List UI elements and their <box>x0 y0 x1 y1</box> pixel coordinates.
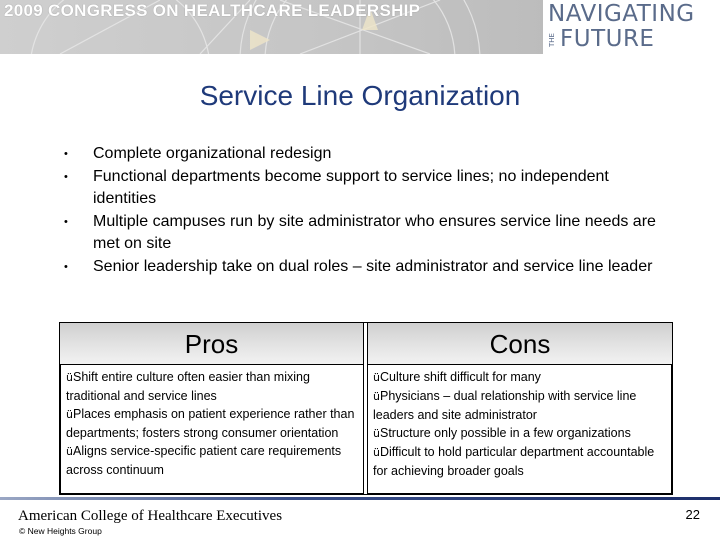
page-number: 22 <box>685 507 700 522</box>
bullet-dot-icon: • <box>64 171 68 183</box>
check-glyph-icon: ü <box>373 427 380 440</box>
header-banner <box>0 0 720 54</box>
check-glyph-icon: ü <box>373 446 380 459</box>
bullet-dot-icon: • <box>64 216 68 228</box>
bullet-text: Complete organizational redesign <box>93 145 332 162</box>
pros-item-text: Places emphasis on patient experience rather than departments; fosters strong consumer orientation <box>66 407 355 440</box>
bullet-text: Functional departments become support to service lines; no independent identities <box>93 168 609 207</box>
cons-heading: Cons <box>368 323 672 365</box>
check-glyph-icon: ü <box>373 371 380 384</box>
bullet-text: Multiple campuses run by site administrator who ensures service line needs are met on site <box>93 213 656 252</box>
bullet-item <box>64 256 664 278</box>
bullet-item <box>64 211 664 255</box>
bullet-dot-icon: • <box>64 148 68 160</box>
cons-list <box>373 368 669 480</box>
bullet-item <box>64 143 664 165</box>
brand-logo-the: THE <box>548 33 556 47</box>
check-glyph-icon: ü <box>66 371 73 384</box>
event-title: 2009 CONGRESS ON HEALTHCARE LEADERSHIP <box>4 1 421 20</box>
pros-item <box>66 368 358 405</box>
pros-item <box>66 442 358 479</box>
slide-title: Service Line Organization <box>199 80 521 111</box>
pros-item <box>66 405 358 442</box>
pros-list <box>66 368 358 479</box>
pros-item-text: Shift entire culture often easier than mixing traditional and service lines <box>66 370 310 403</box>
cons-item-text: Culture shift difficult for many <box>379 370 541 384</box>
check-glyph-icon: ü <box>66 408 73 421</box>
bullet-text: Senior leadership take on dual roles – site administrator and service line leader <box>93 258 653 275</box>
cons-item-text: Structure only possible in a few organizations <box>379 426 631 440</box>
footer-copyright: © New Heights Group <box>19 526 102 536</box>
pros-item-text: Aligns service-specific patient care requirements across continuum <box>66 444 342 477</box>
check-glyph-icon: ü <box>373 390 380 403</box>
cons-item <box>373 368 669 387</box>
brand-logo-navigating: NAVIGATING <box>548 1 695 27</box>
bullet-dot-icon: • <box>64 261 68 273</box>
footer-organization: American College of Healthcare Executives <box>18 508 283 524</box>
bullet-item <box>64 166 664 210</box>
cons-item-text: Difficult to hold particular department accountable for achieving broader goals <box>373 445 655 478</box>
cons-item <box>373 424 669 443</box>
cons-item-text: Physicians – dual relationship with service line leaders and site administrator <box>373 389 637 422</box>
bullet-list <box>64 143 664 279</box>
pros-heading: Pros <box>60 323 363 365</box>
brand-logo-future: FUTURE <box>560 26 655 52</box>
cons-item <box>373 387 669 424</box>
check-glyph-icon: ü <box>66 445 73 458</box>
footer-rule <box>0 497 720 500</box>
cons-item <box>373 443 669 480</box>
column-divider <box>363 323 368 494</box>
